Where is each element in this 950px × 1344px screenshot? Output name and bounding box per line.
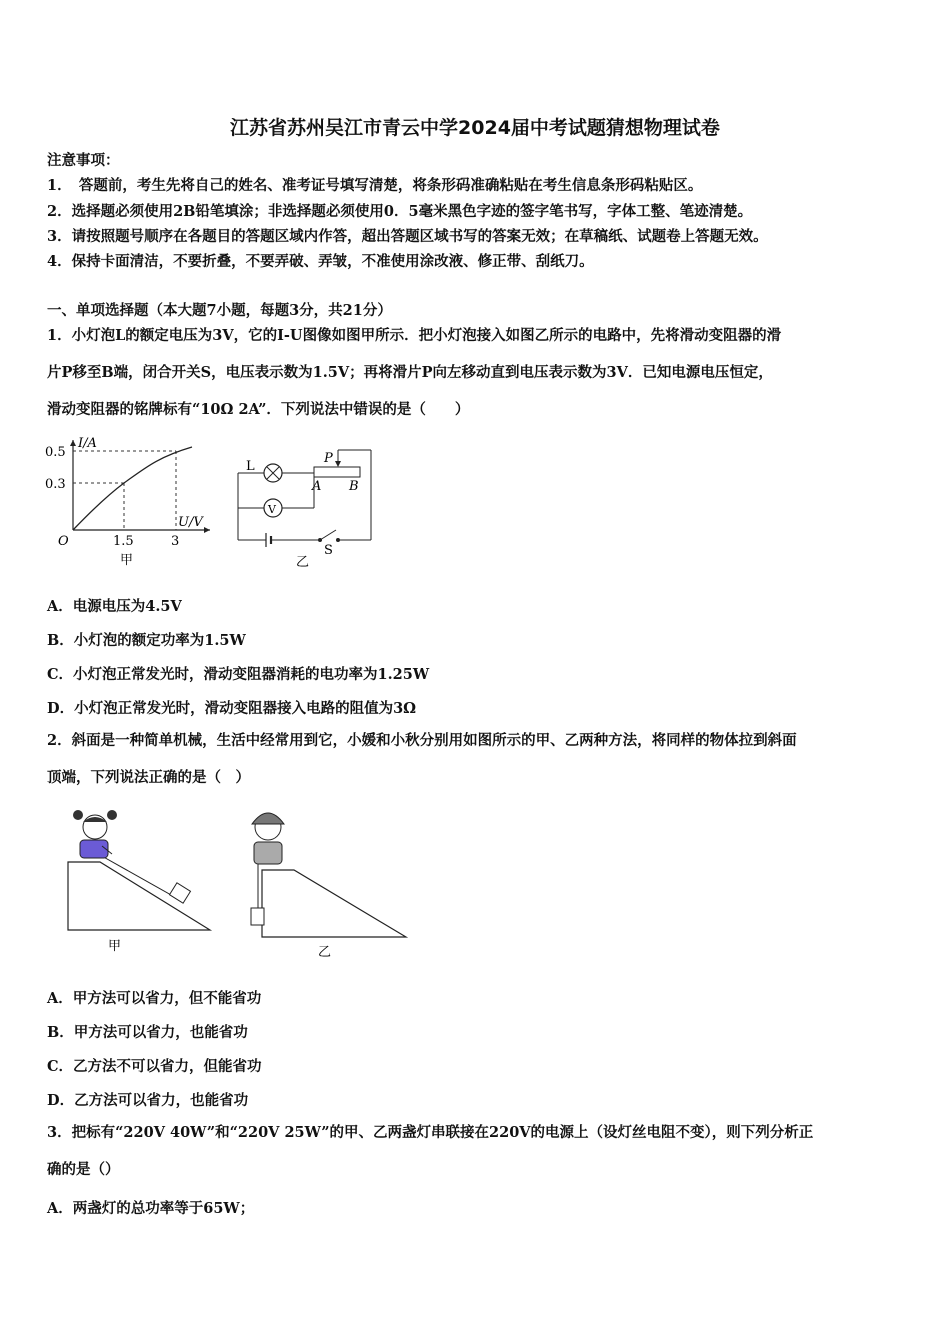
end-b-label: B [349,479,359,494]
figure-caption: 甲 [108,939,122,954]
question-text: 2．斜面是一种简单机械，生活中经常用到它，小媛和小秋分别用如图所示的甲、乙两种方法，将同样的物体拉到斜面 [47,732,797,749]
iu-graph [40,432,220,572]
y-tick-label: 0.5 [45,445,66,460]
x-axis-label: U/V [178,515,203,530]
question-text: 滑动变阻器的铭牌标有“10Ω 2A”．下列说法中错误的是（ ） [47,401,470,418]
rheostat-symbol [314,467,360,477]
y-tick-label: 0.3 [45,477,66,492]
switch-label: S [324,543,333,558]
figure-caption: 乙 [296,555,310,570]
option: D．小灯泡正常发光时，滑动变阻器接入电路的阻值为3Ω [47,700,417,717]
notice-item: 2．选择题必须使用2B铅笔填涂；非选择题必须使用0．5毫米黑色字迹的签字笔书写，字体工整、笔迹清楚。 [47,203,753,220]
voltmeter-label: V [268,503,276,516]
question-text: 3．把标有“220V 40W”和“220V 25W”的甲、乙两盏灯串联接在220V的电源上（设灯丝电阻不变），则下列分析正 [47,1124,814,1141]
question-text: 片P移至B端，闭合开关S，电压表示数为1.5V；再将滑片P向左移动直到电压表示数为3V．已知电源电压恒定， [47,364,773,381]
x-tick-label: 1.5 [113,534,134,549]
option: D．乙方法可以省力，也能省功 [47,1092,249,1109]
question-text: 1．小灯泡L的额定电压为3V，它的I-U图像如图甲所示．把小灯泡接入如图乙所示的电路中，先将滑动变阻器的滑 [47,327,782,344]
figure-caption: 甲 [120,553,134,568]
question-text: 确的是（） [47,1161,120,1178]
page-title: 江苏省苏州吴江市青云中学2024届中考试题猜想物理试卷 [230,117,720,139]
option: A．两盏灯的总功率等于65W； [47,1200,255,1217]
y-axis-label: I/A [78,436,97,451]
notice-item: 1． 答题前，考生先将自己的姓名、准考证号填写清楚，将条形码准确粘贴在考生信息条形码粘贴区。 [47,177,703,194]
option: B．小灯泡的额定功率为1.5W [47,632,246,649]
end-a-label: A [312,479,322,494]
incline-figure-a [60,800,220,960]
question-text: 顶端，下列说法正确的是（ ） [47,769,250,786]
option: B．甲方法可以省力，也能省功 [47,1024,248,1041]
lamp-label: L [246,459,255,474]
option: A．电源电压为4.5V [47,598,182,615]
notice-item: 3．请按照题号顺序在各题目的答题区域内作答，超出答题区域书写的答案无效；在草稿纸、试题卷上答题无效。 [47,228,768,245]
section-heading: 一、单项选择题（本大题7小题，每题3分，共21分） [47,302,392,319]
option: C．小灯泡正常发光时，滑动变阻器消耗的电功率为1.25W [47,666,430,683]
option: C．乙方法不可以省力，但能省功 [47,1058,262,1075]
x-tick-label: 3 [171,534,180,549]
figure-caption: 乙 [318,945,332,960]
option: A．甲方法可以省力，但不能省功 [47,990,262,1007]
origin-label: O [58,534,69,549]
incline-figure-b [238,800,418,965]
slider-label: P [324,451,333,466]
notice-item: 4．保持卡面清洁，不要折叠，不要弄破、弄皱，不准使用涂改液、修正带、刮纸刀。 [47,253,594,270]
notice-heading: 注意事项： [47,152,120,169]
circuit-diagram [228,440,388,575]
